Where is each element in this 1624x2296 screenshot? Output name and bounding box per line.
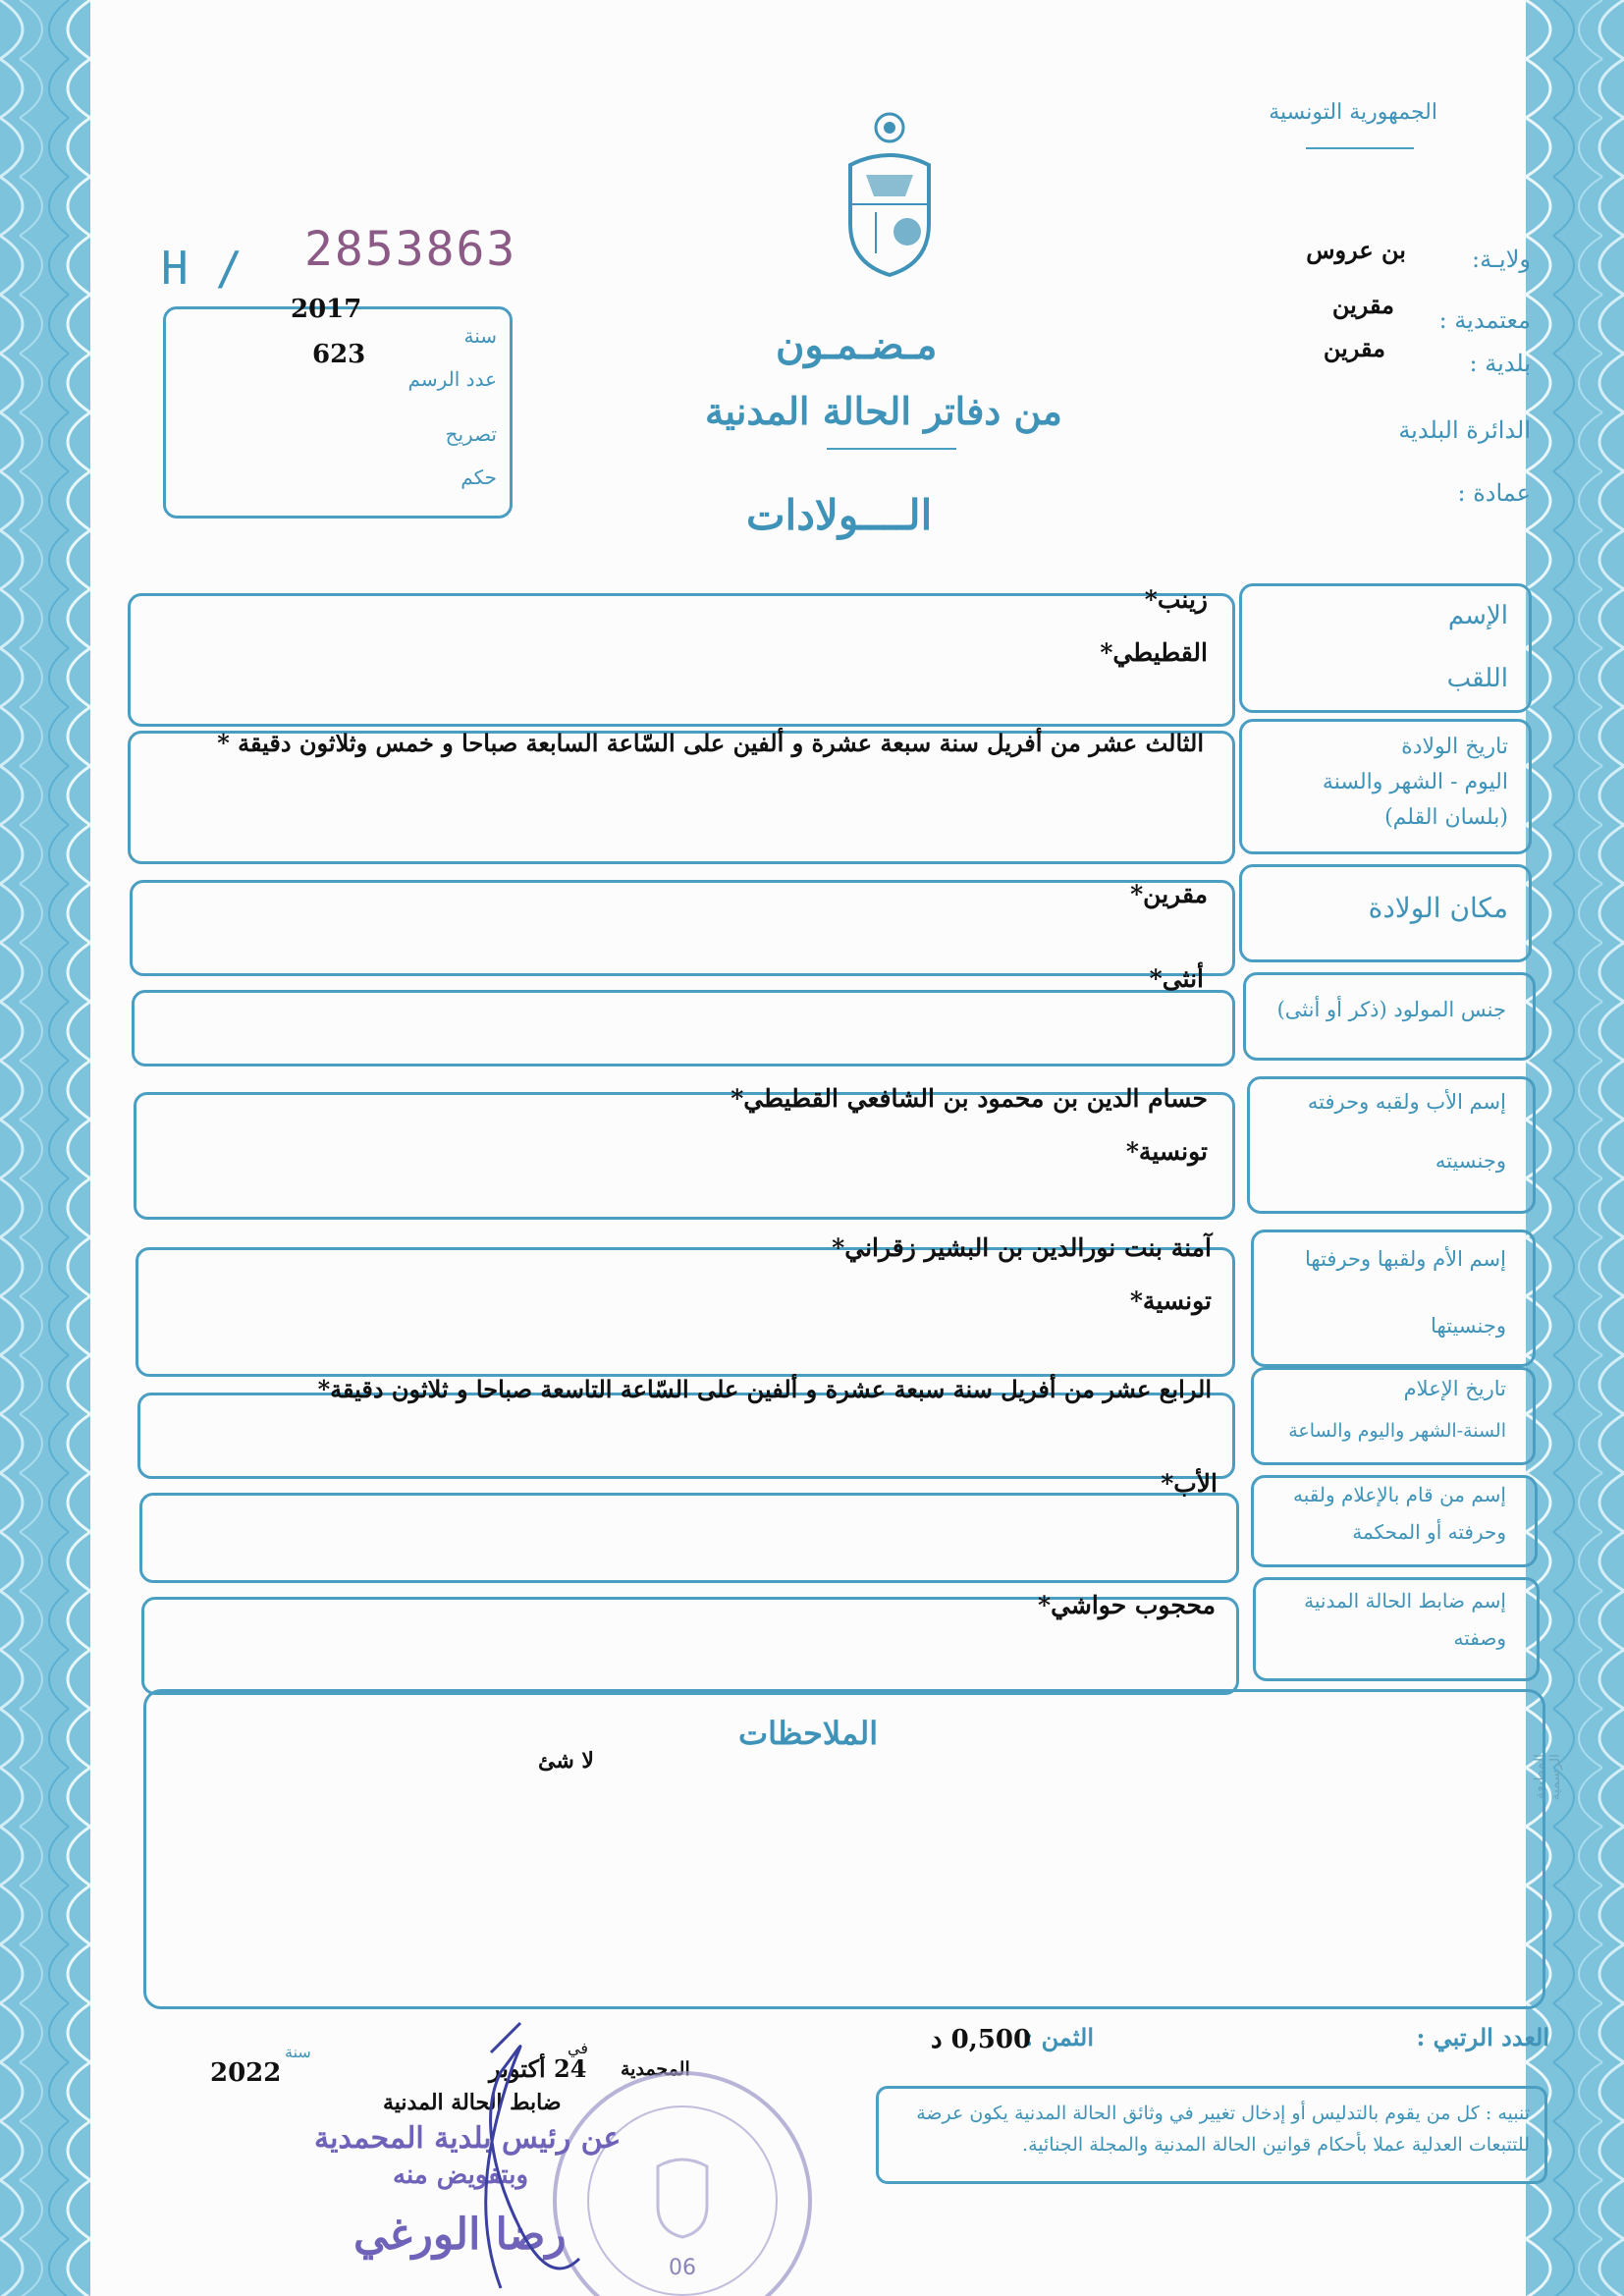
stamp-line-2: وبتفويض منه [393, 2160, 529, 2190]
mootamdia-value: مقرين [1331, 291, 1394, 319]
stamp-line-1: عن رئيس بلدية المحمدية [314, 2121, 622, 2156]
sex-label: جنس المولود (ذكر أو أنثى) [1276, 998, 1506, 1021]
register-number-value: 623 [312, 340, 366, 369]
left-guilloche-border [0, 0, 90, 2296]
birth-place-value: مقرين* [1130, 880, 1208, 908]
register-number-label: عدد الرسم [407, 367, 497, 391]
officer-label: إسم ضابط الحالة المدنية [1304, 1589, 1506, 1613]
birth-date-pen-label: (بلسان القلم) [1384, 805, 1508, 830]
footer-serial-label: العدد الرتبي : [1416, 2023, 1549, 2051]
value-box-sex [132, 990, 1235, 1066]
register-year-value: 2017 [291, 295, 362, 324]
wilaya-label: ولايـة: [1472, 246, 1531, 273]
last-name-label: اللقب [1446, 664, 1508, 693]
last-name-value: القطيطي* [1100, 638, 1208, 667]
judgment-label: حكم [460, 465, 497, 489]
warning-text: تنبيه : كل من يقوم بالتدليس أو إدخال تغيير في وثائق الحالة المدنية يكون عرضة للتتبعات العدلية عملا بأحكام قوانين الحالة المدنية والمجلة الجنائية. [916, 2103, 1530, 2156]
svg-text:06: 06 [669, 2256, 696, 2280]
declarant-sublabel: وحرفته أو المحكمة [1352, 1520, 1506, 1544]
serial-number: 2853863 [304, 222, 517, 277]
footer-price-label: الثمن : [1024, 2023, 1094, 2051]
daira-label: الدائرة البلدية [1398, 416, 1531, 444]
father-name-value: حسام الدين بن محمود بن الشافعي القطيطي* [731, 1084, 1208, 1113]
republic-header: الجمهورية التونسية [1269, 100, 1437, 125]
father-sublabel: وجنسيته [1435, 1149, 1506, 1173]
first-name-label: الإسم [1447, 601, 1508, 630]
value-box-birth-place [130, 880, 1235, 976]
imada-label: عمادة : [1457, 479, 1531, 507]
officer-sublabel: وصفته [1453, 1626, 1506, 1650]
register-year-label: سنة [463, 324, 497, 348]
father-label: إسم الأب ولقبه وحرفته [1307, 1090, 1506, 1114]
mother-nationality-value: تونسية* [1129, 1286, 1212, 1315]
declarant-value: الأب* [1161, 1469, 1218, 1498]
footer-day-month: 24 أكتوبر [489, 2054, 587, 2083]
mother-sublabel: وجنسيتها [1431, 1314, 1506, 1338]
father-nationality-value: تونسية* [1125, 1137, 1208, 1166]
title-underline [827, 448, 956, 450]
sex-value: أنثى* [1149, 964, 1204, 993]
birth-date-value: الثالث عشر من أفريل سنة سبعة عشرة و ألفين على السّاعة السابعة صباحا و خمس وثلاثون دقيقة * [217, 729, 1204, 757]
remarks-title: الملاحظات [738, 1715, 879, 1752]
footer-year-label: سنة [285, 2043, 311, 2061]
title-civil-registers: من دفاتر الحالة المدنية [705, 389, 1062, 433]
footer-fi: في [568, 2039, 588, 2057]
declaration-date-value: الرابع عشر من أفريل سنة سبعة عشرة و ألفين على السّاعة التاسعة صباحا و ثلاثون دقيقة* [317, 1375, 1212, 1403]
footer-price-value: 0,500 د [931, 2025, 1032, 2054]
value-box-name [128, 593, 1235, 727]
title-madmoun: مـضـمـون [776, 322, 938, 368]
birth-place-label: مكان الولادة [1368, 892, 1508, 924]
title-births: الــــولادات [746, 491, 933, 539]
officer-value: محجوب حواشي* [1038, 1591, 1216, 1619]
stamp-line-3: رضا الورغي [353, 2210, 567, 2260]
value-box-declarant [139, 1493, 1239, 1583]
baladia-value: مقرين [1323, 334, 1385, 362]
declaration-date-label: تاريخ الإعلام [1403, 1377, 1506, 1400]
mother-label: إسم الأم ولقبها وحرفتها [1305, 1247, 1506, 1271]
birth-date-label: تاريخ الولادة [1401, 735, 1508, 759]
signature-icon [432, 2013, 628, 2296]
wilaya-value: بن عروس [1306, 236, 1406, 264]
coat-of-arms-icon [837, 106, 943, 279]
mootamdia-label: معتمدية : [1438, 306, 1531, 334]
serial-prefix: H / [161, 242, 244, 295]
declarant-label: إسم من قام بالإعلام ولقبه [1293, 1483, 1506, 1506]
baladia-label: بلدية : [1469, 350, 1531, 377]
remarks-text: لا شئ [538, 1748, 594, 1774]
birth-date-sublabel: اليوم - الشهر والسنة [1322, 770, 1508, 794]
first-name-value: زينب* [1144, 585, 1208, 614]
value-box-mother [135, 1247, 1235, 1377]
declaration-label: تصريح [445, 422, 497, 446]
footer-officer-title: ضابط الحالة المدنية [383, 2090, 562, 2115]
value-box-declaration-date [137, 1393, 1235, 1479]
republic-underline [1306, 147, 1414, 149]
printer-side-text: المطبعة الرسمية [1532, 1754, 1563, 1801]
mother-name-value: آمنة بنت نورالدين بن البشير زقراني* [832, 1233, 1212, 1262]
footer-year-value: 2022 [210, 2058, 282, 2088]
declaration-date-sublabel: السنة-الشهر واليوم والساعة [1288, 1420, 1506, 1442]
footer-place: المحمدية [621, 2058, 690, 2080]
